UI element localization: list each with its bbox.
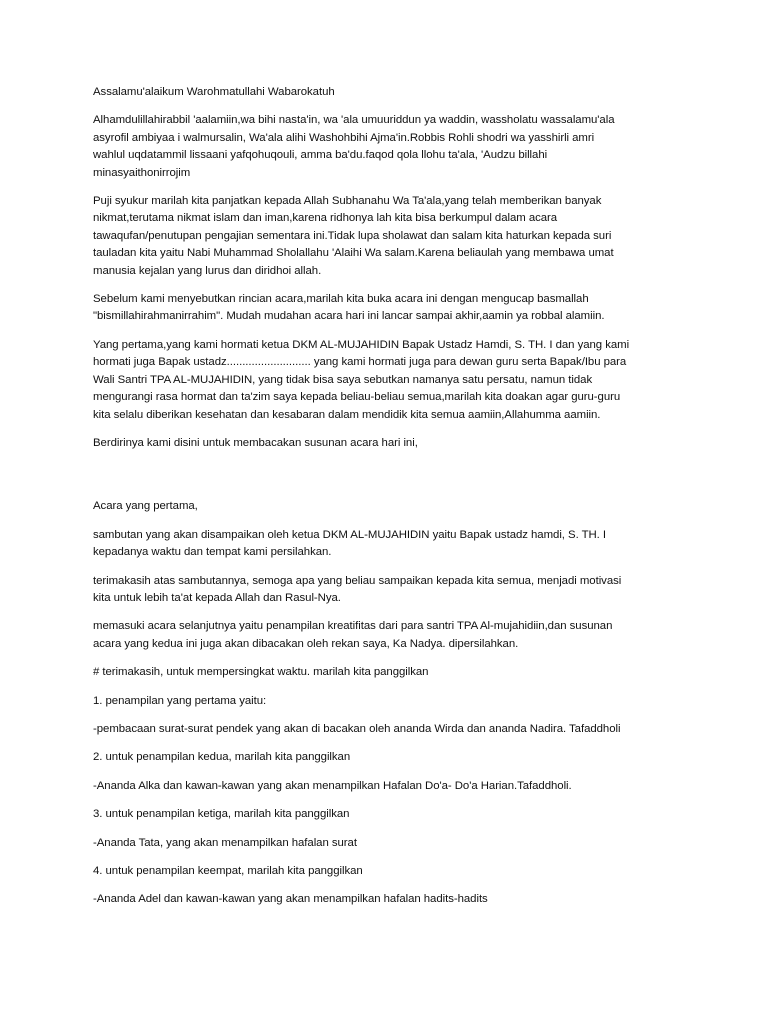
opening-prayer-paragraph: Alhamdulillahirabbil 'aalamiin,wa bihi nasta'in, wa 'ala umuuriddun ya waddin, wassholatu wassalamu'ala asyrofil ambiyaa i walmursalin, Wa'ala alihi Washohbihi Ajma'in.Robbis Rohli shodri wa yasshirli amri wahlul uqdatammil lissaani yafqohuqouli, amma ba'du.faqod qola llohu ta'ala, 'Audzu billahi minasyaithonirrojim xyxy=(93,114,615,179)
performance-4-heading: 4. untuk penampilan keempat, marilah kita panggilkan xyxy=(93,865,363,877)
performance-1-heading: 1. penampilan yang pertama yaitu: xyxy=(93,694,267,707)
call-paragraph: # terimakasih, untuk mempersingkat waktu. marilah kita panggilkan xyxy=(93,666,429,679)
performance-3-detail: -Ananda Tata, yang akan menampilkan hafalan surat xyxy=(93,836,357,849)
welcome-speech-paragraph: sambutan yang akan disampaikan oleh ketua DKM AL-MUJAHIDIN yaitu Bapak ustadz hamdi, S. TH. I kepadanya waktu dan tempat kami persilahkan. xyxy=(93,528,607,559)
thanks-paragraph: terimakasih atas sambutannya, semoga apa yang beliau sampaikan kepada kita semua, menjadi motivasi kita untuk lebih ta'at kepada Allah dan Rasul-Nya. xyxy=(93,574,622,604)
performance-4-detail: -Ananda Adel dan kawan-kawan yang akan menampilkan hafalan hadits-hadits xyxy=(93,893,488,906)
agenda-intro-paragraph: Berdirinya kami disini untuk membacakan susunan acara hari ini, xyxy=(93,436,418,449)
performance-2-detail: -Ananda Alka dan kawan-kawan yang akan menampilkan Hafalan Do'a- Do'a Harian.Tafaddholi. xyxy=(93,779,572,792)
first-agenda-heading: Acara yang pertama, xyxy=(93,500,198,513)
performance-3-heading: 3. untuk penampilan ketiga, marilah kita panggilkan xyxy=(93,808,350,821)
gratitude-paragraph: Puji syukur marilah kita panjatkan kepada Allah Subhanahu Wa Ta'ala,yang telah memberikan banyak nikmat,terutama nikmat islam dan iman,karena ridhonya lah kita bisa berkumpul dalam acara tawaqufan/penutupan pengajian sementara ini.Tidak lupa sholawat dan salam kita haturkan kepada suri tauladan kita yaitu Nabi Muhammad Sholallahu 'Alaihi Wa salam.Karena beliaulah yang membawa umat manusia kejalan yang lurus dan diridhoi allah. xyxy=(93,195,614,277)
greeting-paragraph: Assalamu'alaikum Warohmatullahi Wabarokatuh xyxy=(93,86,335,98)
basmallah-paragraph: Sebelum kami menyebutkan rincian acara,marilah kita buka acara ini dengan mengucap basmallah "bismillahirahmanirrahim". Mudah mudahan acara hari ini lancar sampai akhir,aamin ya robbal alamiin. xyxy=(93,293,605,323)
performance-2-heading: 2. untuk penampilan kedua, marilah kita panggilkan xyxy=(93,751,351,764)
next-agenda-paragraph: memasuki acara selanjutnya yaitu penampilan kreatifitas dari para santri TPA Al-mujahidiin,dan susunan acara yang kedua ini juga akan dibacakan oleh rekan saya, Ka Nadya. dipersilahkan. xyxy=(93,620,613,650)
document-page xyxy=(93,84,683,920)
respects-paragraph: Yang pertama,yang kami hormati ketua DKM AL-MUJAHIDIN Bapak Ustadz Hamdi, S. TH. I dan yang kami hormati juga Bapak ustadz........................... yang kami hormati juga para dewan guru serta Bapak/Ibu para Wali Santri TPA AL-MUJAHIDIN, yang tidak bisa saya sebutkan namanya satu persatu, namun tidak mengurangi rasa hormat dan ta'zim saya kepada beliau-beliau semua,marilah kita doakan agar guru-guru kita selalu diberikan kesehatan dan kesabaran dalam mendidik kita semua aamiin,Allahumma aamiin. xyxy=(93,338,630,421)
performance-1-detail: -pembacaan surat-surat pendek yang akan di bacakan oleh ananda Wirda dan ananda Nadira. Tafaddholi xyxy=(93,722,621,735)
